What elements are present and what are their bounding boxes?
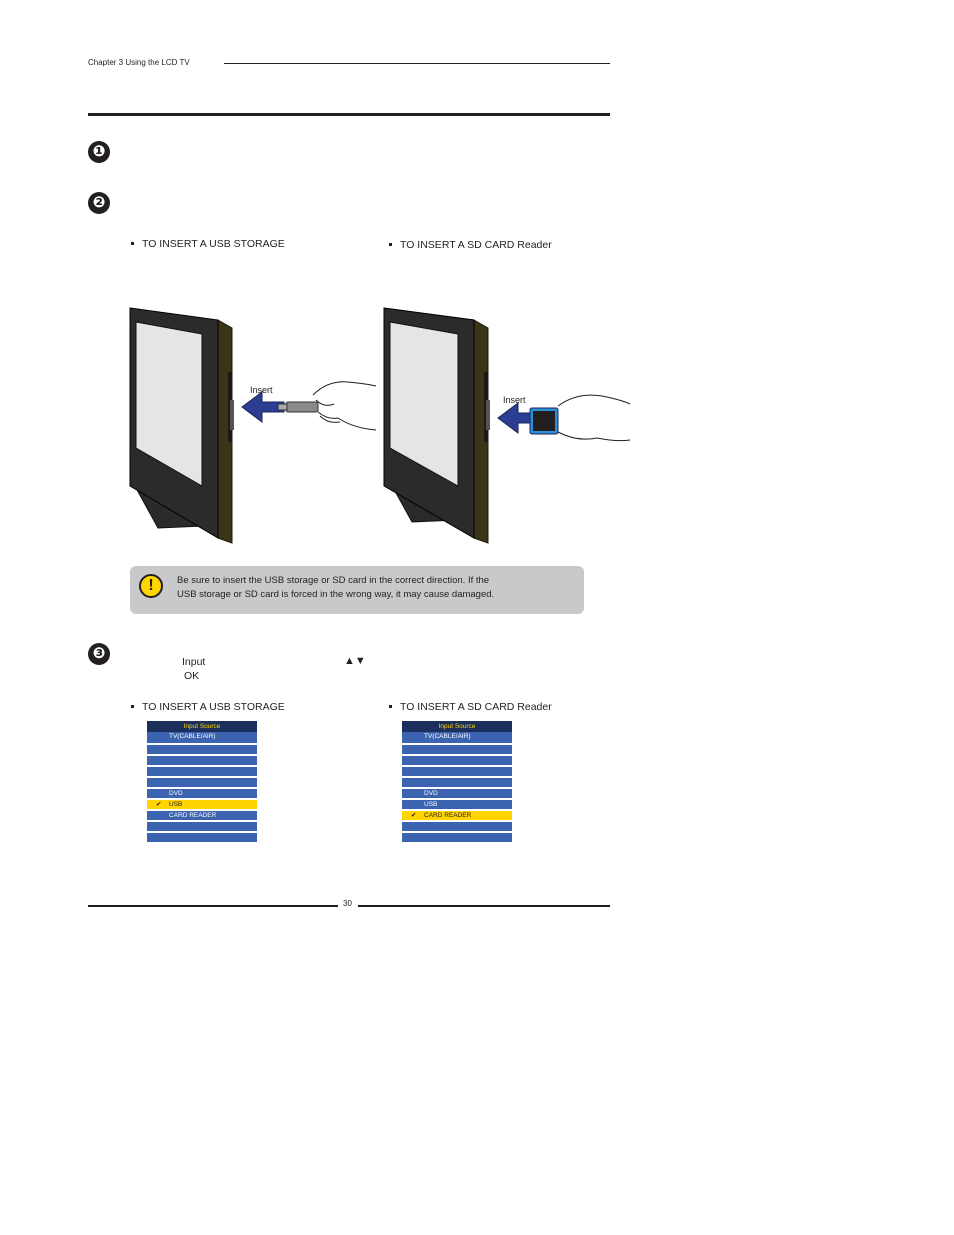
menu-row-label: USB (424, 801, 438, 808)
insert-arrow-right (498, 403, 532, 433)
menu-row[interactable] (402, 833, 512, 842)
menu-row-label: CARD READER (169, 812, 217, 819)
tv-usb-illustration (128, 300, 378, 545)
check-icon: ✔ (411, 812, 417, 819)
step-3-number: ❸ (88, 643, 110, 665)
check-icon: ✔ (156, 801, 162, 808)
step3-usb-bullet-text: TO INSERT A USB STORAGE (142, 701, 285, 713)
step3-ok-word: OK (184, 670, 200, 682)
step2-sd-bullet (389, 239, 552, 251)
menu-row[interactable] (402, 789, 512, 798)
menu-title: Input Source (147, 721, 257, 732)
step2-sd-bullet-text: TO INSERT A SD CARD Reader (400, 239, 552, 251)
menu-row[interactable] (402, 822, 512, 831)
menu-row[interactable] (147, 778, 257, 787)
menu-row[interactable] (402, 745, 512, 754)
input-source-menu-usb (147, 721, 257, 842)
menu-row-label: USB (169, 801, 183, 808)
section-rule (88, 113, 610, 116)
chapter-header: Chapter 3 Using the LCD TV (88, 58, 190, 67)
menu-row[interactable] (147, 833, 257, 842)
step3-input-word: Input (182, 656, 206, 668)
page-number: 30 (343, 899, 352, 908)
menu-row[interactable] (147, 822, 257, 831)
footer-rule-left (88, 905, 338, 907)
menu-row[interactable] (402, 732, 512, 743)
header-rule (224, 63, 610, 64)
menu-row[interactable] (402, 756, 512, 765)
menu-row-label: TV(CABLE/AIR) (424, 733, 471, 740)
caution-text (177, 574, 494, 601)
menu-row[interactable] (402, 811, 512, 820)
menu-row[interactable] (402, 800, 512, 809)
menu-row-label: TV(CABLE/AIR) (169, 733, 216, 740)
menu-row[interactable] (147, 767, 257, 776)
insert-label-right: Insert (503, 395, 526, 405)
menu-row[interactable] (147, 756, 257, 765)
footer-rule-right (358, 905, 610, 907)
step2-usb-bullet (131, 238, 285, 250)
caution-line-1: Be sure to insert the USB storage or SD card in the correct direction. If the (177, 575, 490, 586)
menu-row-label: CARD READER (424, 812, 472, 819)
step3-usb-bullet (131, 701, 285, 713)
menu-row[interactable] (402, 767, 512, 776)
menu-title: Input Source (402, 721, 512, 732)
step3-arrows: ▲▼ (344, 655, 366, 667)
menu-row-label: DVD (169, 790, 183, 797)
caution-line-2: USB storage or SD card is forced in the wrong way, it may cause damaged. (177, 588, 495, 600)
step-1-number: ❶ (88, 141, 110, 163)
step2-usb-bullet-text: TO INSERT A USB STORAGE (142, 238, 285, 250)
step3-sd-bullet-text: TO INSERT A SD CARD Reader (400, 701, 552, 713)
menu-row[interactable] (147, 789, 257, 798)
step-2-number: ❷ (88, 192, 110, 214)
menu-row[interactable] (147, 800, 257, 809)
tv-sd-illustration (382, 300, 632, 545)
menu-row[interactable] (147, 811, 257, 820)
menu-row-label: DVD (424, 790, 438, 797)
menu-row[interactable] (147, 732, 257, 743)
menu-row[interactable] (147, 745, 257, 754)
input-source-menu-sd (402, 721, 512, 842)
caution-icon: ! (139, 574, 163, 598)
menu-row[interactable] (402, 778, 512, 787)
insert-label-left: Insert (250, 385, 273, 395)
step3-sd-bullet (389, 701, 552, 713)
